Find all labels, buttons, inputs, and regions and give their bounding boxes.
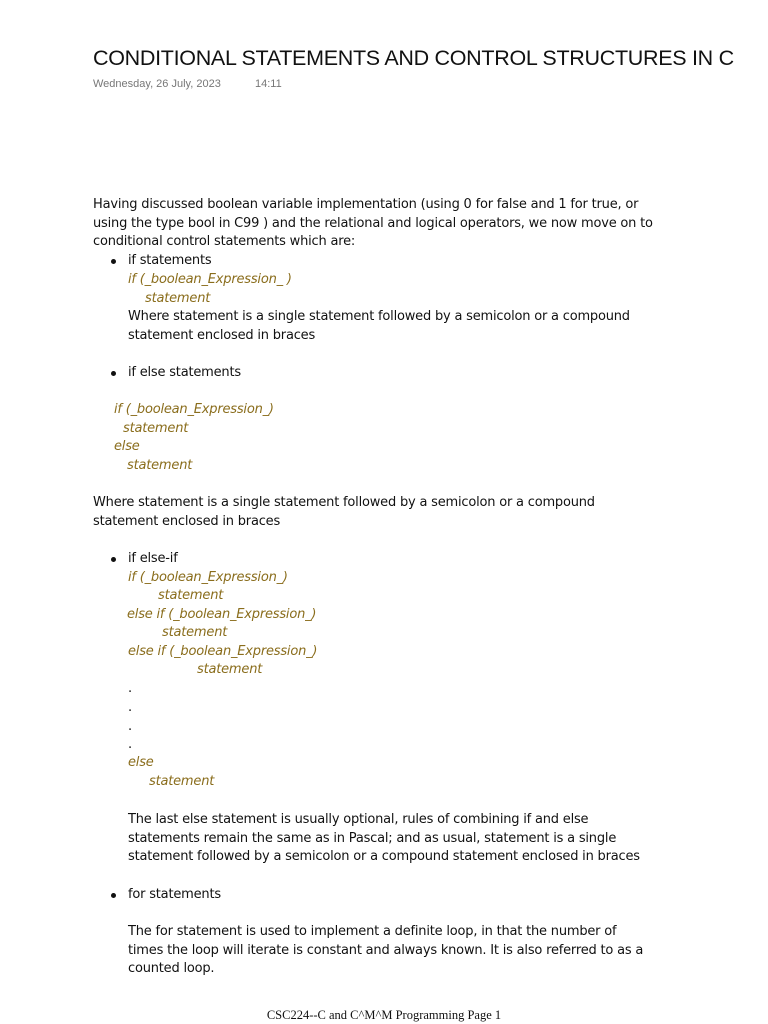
code-line: else if (_boolean_Expression_) [128, 644, 318, 659]
if-else-desc-line: Where statement is a single statement followed by a semicolon or a compound [93, 495, 595, 510]
bullet-if: if statements [128, 253, 212, 268]
code-line: else if (_boolean_Expression_) [127, 607, 317, 622]
bullet-for: for statements [128, 887, 221, 902]
ellipsis-dot: . [128, 700, 132, 715]
page-date: Wednesday, 26 July, 2023 [93, 78, 221, 90]
bullet-if-else-if: if else-if [128, 551, 178, 566]
code-line: if (_boolean_Expression_) [128, 570, 288, 585]
intro-line: Having discussed boolean variable implementation (using 0 for false and 1 for true, or [93, 197, 639, 212]
bullet-dot [111, 557, 116, 562]
bullet-dot [111, 371, 116, 376]
code-line: else [114, 439, 140, 454]
intro-line: using the type bool in C99 ) and the relational and logical operators, we now move on to [93, 216, 653, 231]
code-line: statement [158, 588, 224, 603]
if-else-if-desc-line: statements remain the same as in Pascal; and as usual, statement is a single [128, 831, 617, 846]
code-line: if (_boolean_Expression_ ) [128, 272, 292, 287]
page-time: 14:11 [255, 78, 282, 90]
page-footer: CSC224--C and C^M^M Programming Page 1 [266, 1008, 502, 1022]
ellipsis-dot: . [128, 681, 132, 696]
code-line: statement [197, 662, 263, 677]
if-else-if-desc-line: statement followed by a semicolon or a compound statement enclosed in braces [128, 849, 640, 864]
bullet-dot [111, 259, 116, 264]
if-desc-line: statement enclosed in braces [128, 328, 316, 343]
for-desc-line: The for statement is used to implement a definite loop, in that the number of [128, 924, 617, 939]
page-title: CONDITIONAL STATEMENTS AND CONTROL STRUCTURES IN C [93, 46, 734, 70]
if-else-if-desc-line: The last else statement is usually optional, rules of combining if and else [128, 812, 589, 827]
bullet-if-else: if else statements [128, 365, 241, 380]
ellipsis-dot: . [128, 737, 132, 752]
ellipsis-dot: . [128, 719, 132, 734]
bullet-dot [111, 893, 116, 898]
code-line: statement [162, 625, 228, 640]
code-line: statement [145, 291, 211, 306]
code-line: statement [127, 458, 193, 473]
intro-line: conditional control statements which are: [93, 234, 356, 249]
code-line: statement [149, 774, 215, 789]
code-line: if (_boolean_Expression_) [114, 402, 274, 417]
for-desc-line: times the loop will iterate is constant and always known. It is also referred to as a [128, 943, 644, 958]
for-desc-line: counted loop. [128, 961, 215, 976]
code-line: else [128, 755, 154, 770]
if-desc-line: Where statement is a single statement followed by a semicolon or a compound [128, 309, 630, 324]
code-line: statement [123, 421, 189, 436]
if-else-desc-line: statement enclosed in braces [93, 514, 281, 529]
